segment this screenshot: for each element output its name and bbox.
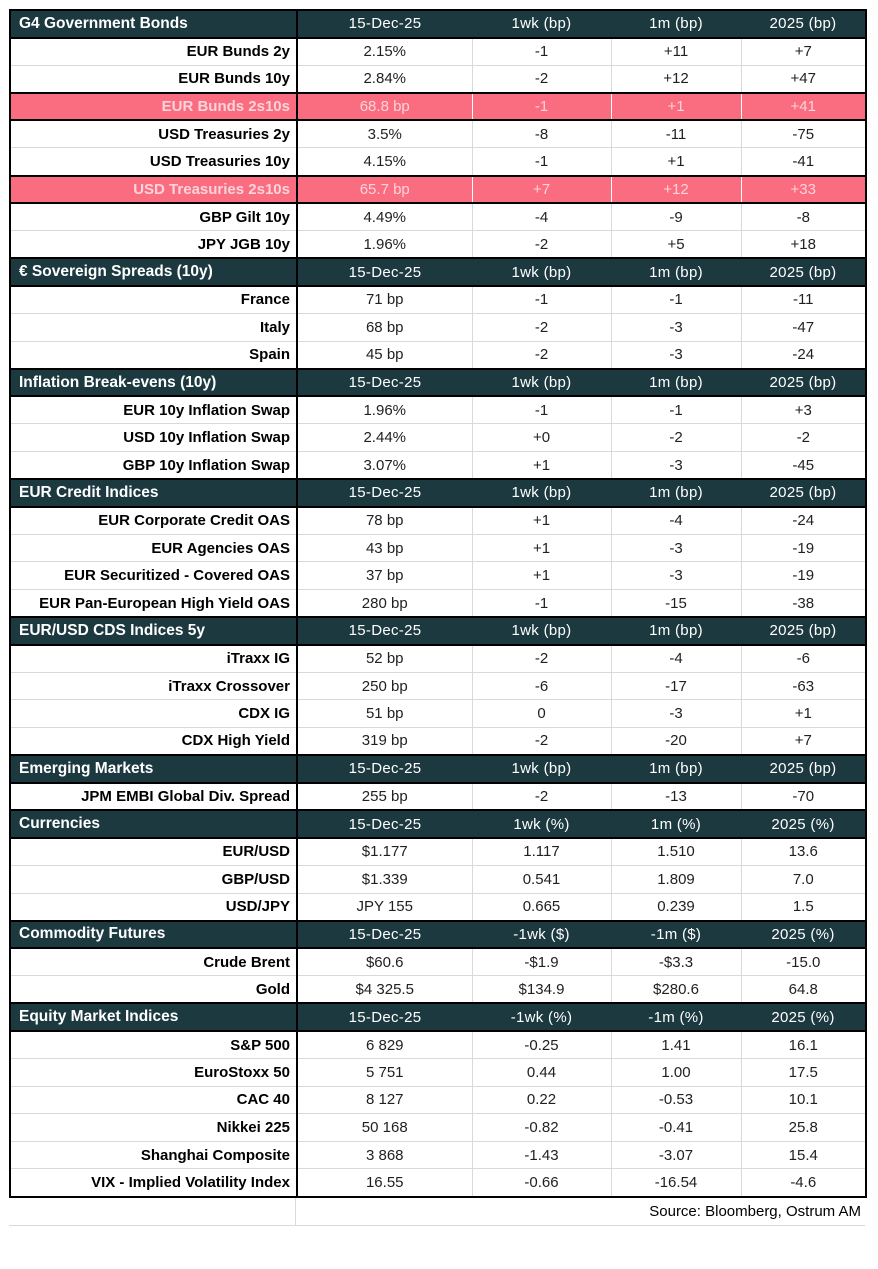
cell-value: 7.0 (741, 865, 866, 893)
cell-value: -2 (472, 314, 611, 342)
cell-value: -1 (472, 589, 611, 617)
table-row (10, 1169, 866, 1197)
cell-value: -16.54 (611, 1169, 741, 1197)
cell-value: -2 (472, 341, 611, 369)
row-label: USD Treasuries 2s10s (10, 176, 297, 204)
cell-value: 1.96% (297, 396, 472, 424)
section-title: Currencies (10, 810, 297, 838)
cell-value: -19 (741, 562, 866, 590)
cell-value: 250 bp (297, 672, 472, 700)
cell-value: $1.177 (297, 838, 472, 866)
table-row (10, 203, 866, 231)
cell-value: 2.84% (297, 65, 472, 93)
column-header: 2025 (bp) (741, 617, 866, 645)
column-header: 1wk (bp) (472, 258, 611, 286)
cell-value: $4 325.5 (297, 976, 472, 1004)
row-label: Crude Brent (10, 948, 297, 976)
column-header: 1wk (bp) (472, 755, 611, 783)
cell-value: 64.8 (741, 976, 866, 1004)
cell-value: 1.41 (611, 1031, 741, 1059)
cell-value: -4.6 (741, 1169, 866, 1197)
cell-value: -1 (611, 286, 741, 314)
row-label: EUR Pan-European High Yield OAS (10, 589, 297, 617)
column-header: 15-Dec-25 (297, 617, 472, 645)
column-header: 2025 (bp) (741, 369, 866, 397)
row-label: Nikkei 225 (10, 1114, 297, 1142)
table-row (10, 700, 866, 728)
row-label: Italy (10, 314, 297, 342)
column-header: 1wk (bp) (472, 369, 611, 397)
row-label: GBP Gilt 10y (10, 203, 297, 231)
table-row (10, 1114, 866, 1142)
cell-value: +7 (741, 727, 866, 755)
cell-value: 280 bp (297, 589, 472, 617)
row-label: EUR Securitized - Covered OAS (10, 562, 297, 590)
cell-value: +5 (611, 231, 741, 259)
cell-value: -19 (741, 534, 866, 562)
cell-value: 1.00 (611, 1059, 741, 1087)
cell-value: 1.96% (297, 231, 472, 259)
table-row (10, 452, 866, 480)
column-header: -1wk ($) (472, 921, 611, 949)
cell-value: -2 (611, 424, 741, 452)
cell-value: 4.15% (297, 148, 472, 176)
column-header: 1m (bp) (611, 369, 741, 397)
cell-value: -11 (611, 120, 741, 148)
cell-value: +7 (741, 38, 866, 66)
column-header: 2025 (bp) (741, 258, 866, 286)
cell-value: -45 (741, 452, 866, 480)
row-label: Shanghai Composite (10, 1141, 297, 1169)
cell-value: +1 (611, 148, 741, 176)
cell-value: 16.1 (741, 1031, 866, 1059)
cell-value: -8 (741, 203, 866, 231)
table-row (10, 1059, 866, 1087)
cell-value: -1.43 (472, 1141, 611, 1169)
column-header: 15-Dec-25 (297, 369, 472, 397)
table-row-highlighted (10, 93, 866, 121)
column-header: 2025 (bp) (741, 755, 866, 783)
section-title: EUR/USD CDS Indices 5y (10, 617, 297, 645)
cell-value: +3 (741, 396, 866, 424)
table-row (10, 865, 866, 893)
row-label: USD 10y Inflation Swap (10, 424, 297, 452)
section-header-row (10, 1003, 866, 1031)
section-header-row (10, 369, 866, 397)
cell-value: +47 (741, 65, 866, 93)
cell-value: 71 bp (297, 286, 472, 314)
row-label: Gold (10, 976, 297, 1004)
cell-value: -3 (611, 314, 741, 342)
column-header: 15-Dec-25 (297, 479, 472, 507)
cell-value: -3 (611, 700, 741, 728)
table-row (10, 424, 866, 452)
section-header-row (10, 921, 866, 949)
column-header: 1wk (bp) (472, 479, 611, 507)
section-title: Equity Market Indices (10, 1003, 297, 1031)
row-label: EUR Agencies OAS (10, 534, 297, 562)
cell-value: +1 (611, 93, 741, 121)
row-label: USD/JPY (10, 893, 297, 921)
cell-value: $60.6 (297, 948, 472, 976)
cell-value: -24 (741, 341, 866, 369)
table-row (10, 314, 866, 342)
cell-value: -41 (741, 148, 866, 176)
cell-value: 3 868 (297, 1141, 472, 1169)
cell-value: -38 (741, 589, 866, 617)
row-label: EUR 10y Inflation Swap (10, 396, 297, 424)
cell-value: 37 bp (297, 562, 472, 590)
cell-value: 43 bp (297, 534, 472, 562)
row-label: JPM EMBI Global Div. Spread (10, 783, 297, 811)
table-row (10, 148, 866, 176)
column-header: 15-Dec-25 (297, 810, 472, 838)
footer-row (9, 1198, 865, 1226)
cell-value: +12 (611, 65, 741, 93)
row-label: VIX - Implied Volatility Index (10, 1169, 297, 1197)
section-header-row (10, 810, 866, 838)
cell-value: $280.6 (611, 976, 741, 1004)
row-label: GBP/USD (10, 865, 297, 893)
table-row (10, 1086, 866, 1114)
cell-value: 1.117 (472, 838, 611, 866)
column-header: 2025 (%) (741, 1003, 866, 1031)
row-label: EUR Bunds 2y (10, 38, 297, 66)
table-row (10, 341, 866, 369)
section-header-row (10, 10, 866, 38)
cell-value: +18 (741, 231, 866, 259)
row-label: USD Treasuries 2y (10, 120, 297, 148)
cell-value: 3.5% (297, 120, 472, 148)
cell-value: +7 (472, 176, 611, 204)
cell-value: 13.6 (741, 838, 866, 866)
row-label: JPY JGB 10y (10, 231, 297, 259)
cell-value: 0.22 (472, 1086, 611, 1114)
cell-value: JPY 155 (297, 893, 472, 921)
table-row (10, 948, 866, 976)
cell-value: $1.339 (297, 865, 472, 893)
column-header: -1m (%) (611, 1003, 741, 1031)
column-header: 15-Dec-25 (297, 10, 472, 38)
column-header: 1wk (bp) (472, 10, 611, 38)
row-label: France (10, 286, 297, 314)
cell-value: 0.239 (611, 893, 741, 921)
source-note: Source: Bloomberg, Ostrum AM (649, 1202, 861, 1220)
cell-value: 3.07% (297, 452, 472, 480)
cell-value: -$1.9 (472, 948, 611, 976)
cell-value: -4 (472, 203, 611, 231)
column-header: 1m (bp) (611, 479, 741, 507)
table-row (10, 231, 866, 259)
row-label: iTraxx Crossover (10, 672, 297, 700)
cell-value: +0 (472, 424, 611, 452)
cell-value: -1 (611, 396, 741, 424)
cell-value: -4 (611, 645, 741, 673)
table-row (10, 534, 866, 562)
cell-value: -0.53 (611, 1086, 741, 1114)
cell-value: 0.44 (472, 1059, 611, 1087)
cell-value: -1 (472, 396, 611, 424)
cell-value: -1 (472, 93, 611, 121)
cell-value: -63 (741, 672, 866, 700)
table-row (10, 1141, 866, 1169)
cell-value: 65.7 bp (297, 176, 472, 204)
cell-value: 45 bp (297, 341, 472, 369)
column-header: 2025 (bp) (741, 10, 866, 38)
cell-value: 0 (472, 700, 611, 728)
cell-value: 51 bp (297, 700, 472, 728)
cell-value: 8 127 (297, 1086, 472, 1114)
market-data-table (9, 9, 867, 1198)
cell-value: -4 (611, 507, 741, 535)
cell-value: 78 bp (297, 507, 472, 535)
row-label: USD Treasuries 10y (10, 148, 297, 176)
cell-value: -3 (611, 452, 741, 480)
cell-value: -1 (472, 286, 611, 314)
cell-value: -20 (611, 727, 741, 755)
column-header: 15-Dec-25 (297, 1003, 472, 1031)
cell-value: +1 (472, 452, 611, 480)
cell-value: -3 (611, 534, 741, 562)
cell-value: 17.5 (741, 1059, 866, 1087)
row-label: S&P 500 (10, 1031, 297, 1059)
cell-value: 255 bp (297, 783, 472, 811)
cell-value: 68.8 bp (297, 93, 472, 121)
cell-value: -9 (611, 203, 741, 231)
table-row (10, 783, 866, 811)
column-header: 15-Dec-25 (297, 921, 472, 949)
section-header-row (10, 755, 866, 783)
cell-value: -47 (741, 314, 866, 342)
row-label: Spain (10, 341, 297, 369)
cell-value: 1.809 (611, 865, 741, 893)
cell-value: 10.1 (741, 1086, 866, 1114)
column-header: 1wk (bp) (472, 617, 611, 645)
cell-value: -13 (611, 783, 741, 811)
cell-value: -8 (472, 120, 611, 148)
cell-value: +11 (611, 38, 741, 66)
table-row (10, 396, 866, 424)
column-header: 15-Dec-25 (297, 258, 472, 286)
cell-value: 0.665 (472, 893, 611, 921)
table-row (10, 1031, 866, 1059)
cell-value: -1 (472, 38, 611, 66)
row-label: CDX High Yield (10, 727, 297, 755)
cell-value: 0.541 (472, 865, 611, 893)
column-header: -1m ($) (611, 921, 741, 949)
cell-value: -6 (741, 645, 866, 673)
cell-value: 25.8 (741, 1114, 866, 1142)
cell-value: -6 (472, 672, 611, 700)
cell-value: -0.66 (472, 1169, 611, 1197)
cell-value: 2.15% (297, 38, 472, 66)
table-row-highlighted (10, 176, 866, 204)
cell-value: -2 (472, 65, 611, 93)
row-label: CDX IG (10, 700, 297, 728)
cell-value: 52 bp (297, 645, 472, 673)
column-header: 1wk (%) (472, 810, 611, 838)
cell-value: +33 (741, 176, 866, 204)
cell-value: 5 751 (297, 1059, 472, 1087)
row-label: CAC 40 (10, 1086, 297, 1114)
cell-value: -1 (472, 148, 611, 176)
cell-value: -15 (611, 589, 741, 617)
section-title: EUR Credit Indices (10, 479, 297, 507)
table-row (10, 507, 866, 535)
cell-value: -0.41 (611, 1114, 741, 1142)
row-label: EUR/USD (10, 838, 297, 866)
column-header: 1m (bp) (611, 10, 741, 38)
cell-value: -2 (472, 231, 611, 259)
cell-value: $134.9 (472, 976, 611, 1004)
cell-value: -3 (611, 341, 741, 369)
row-label: iTraxx IG (10, 645, 297, 673)
cell-value: -17 (611, 672, 741, 700)
cell-value: 4.49% (297, 203, 472, 231)
table-row (10, 589, 866, 617)
column-header: 1m (bp) (611, 617, 741, 645)
column-header: 1m (%) (611, 810, 741, 838)
cell-value: -0.82 (472, 1114, 611, 1142)
column-header: 2025 (bp) (741, 479, 866, 507)
table-row (10, 976, 866, 1004)
cell-value: -2 (741, 424, 866, 452)
table-row (10, 38, 866, 66)
column-header: 2025 (%) (741, 921, 866, 949)
section-header-row (10, 258, 866, 286)
cell-value: -70 (741, 783, 866, 811)
cell-value: 6 829 (297, 1031, 472, 1059)
section-title: Commodity Futures (10, 921, 297, 949)
cell-value: +41 (741, 93, 866, 121)
section-header-row (10, 479, 866, 507)
cell-value: -$3.3 (611, 948, 741, 976)
cell-value: -3.07 (611, 1141, 741, 1169)
table-row (10, 562, 866, 590)
table-row (10, 120, 866, 148)
footer-spacer (9, 1198, 296, 1225)
section-title: € Sovereign Spreads (10y) (10, 258, 297, 286)
cell-value: -75 (741, 120, 866, 148)
cell-value: 319 bp (297, 727, 472, 755)
cell-value: -24 (741, 507, 866, 535)
table-row (10, 727, 866, 755)
cell-value: +12 (611, 176, 741, 204)
table-row (10, 672, 866, 700)
cell-value: 68 bp (297, 314, 472, 342)
section-title: G4 Government Bonds (10, 10, 297, 38)
column-header: -1wk (%) (472, 1003, 611, 1031)
cell-value: 16.55 (297, 1169, 472, 1197)
row-label: GBP 10y Inflation Swap (10, 452, 297, 480)
section-header-row (10, 617, 866, 645)
cell-value: -2 (472, 783, 611, 811)
column-header: 1m (bp) (611, 755, 741, 783)
cell-value: +1 (472, 507, 611, 535)
row-label: EUR Bunds 10y (10, 65, 297, 93)
cell-value: -2 (472, 645, 611, 673)
column-header: 1m (bp) (611, 258, 741, 286)
table-row (10, 65, 866, 93)
cell-value: 50 168 (297, 1114, 472, 1142)
cell-value: +1 (741, 700, 866, 728)
section-title: Inflation Break-evens (10y) (10, 369, 297, 397)
cell-value: 15.4 (741, 1141, 866, 1169)
section-title: Emerging Markets (10, 755, 297, 783)
table-row (10, 893, 866, 921)
cell-value: -0.25 (472, 1031, 611, 1059)
column-header: 2025 (%) (741, 810, 866, 838)
cell-value: 1.510 (611, 838, 741, 866)
cell-value: -3 (611, 562, 741, 590)
cell-value: -2 (472, 727, 611, 755)
cell-value: +1 (472, 562, 611, 590)
cell-value: 2.44% (297, 424, 472, 452)
cell-value: 1.5 (741, 893, 866, 921)
row-label: EUR Corporate Credit OAS (10, 507, 297, 535)
cell-value: +1 (472, 534, 611, 562)
table-row (10, 838, 866, 866)
cell-value: -11 (741, 286, 866, 314)
column-header: 15-Dec-25 (297, 755, 472, 783)
cell-value: -15.0 (741, 948, 866, 976)
table-row (10, 645, 866, 673)
row-label: EUR Bunds 2s10s (10, 93, 297, 121)
table-row (10, 286, 866, 314)
row-label: EuroStoxx 50 (10, 1059, 297, 1087)
